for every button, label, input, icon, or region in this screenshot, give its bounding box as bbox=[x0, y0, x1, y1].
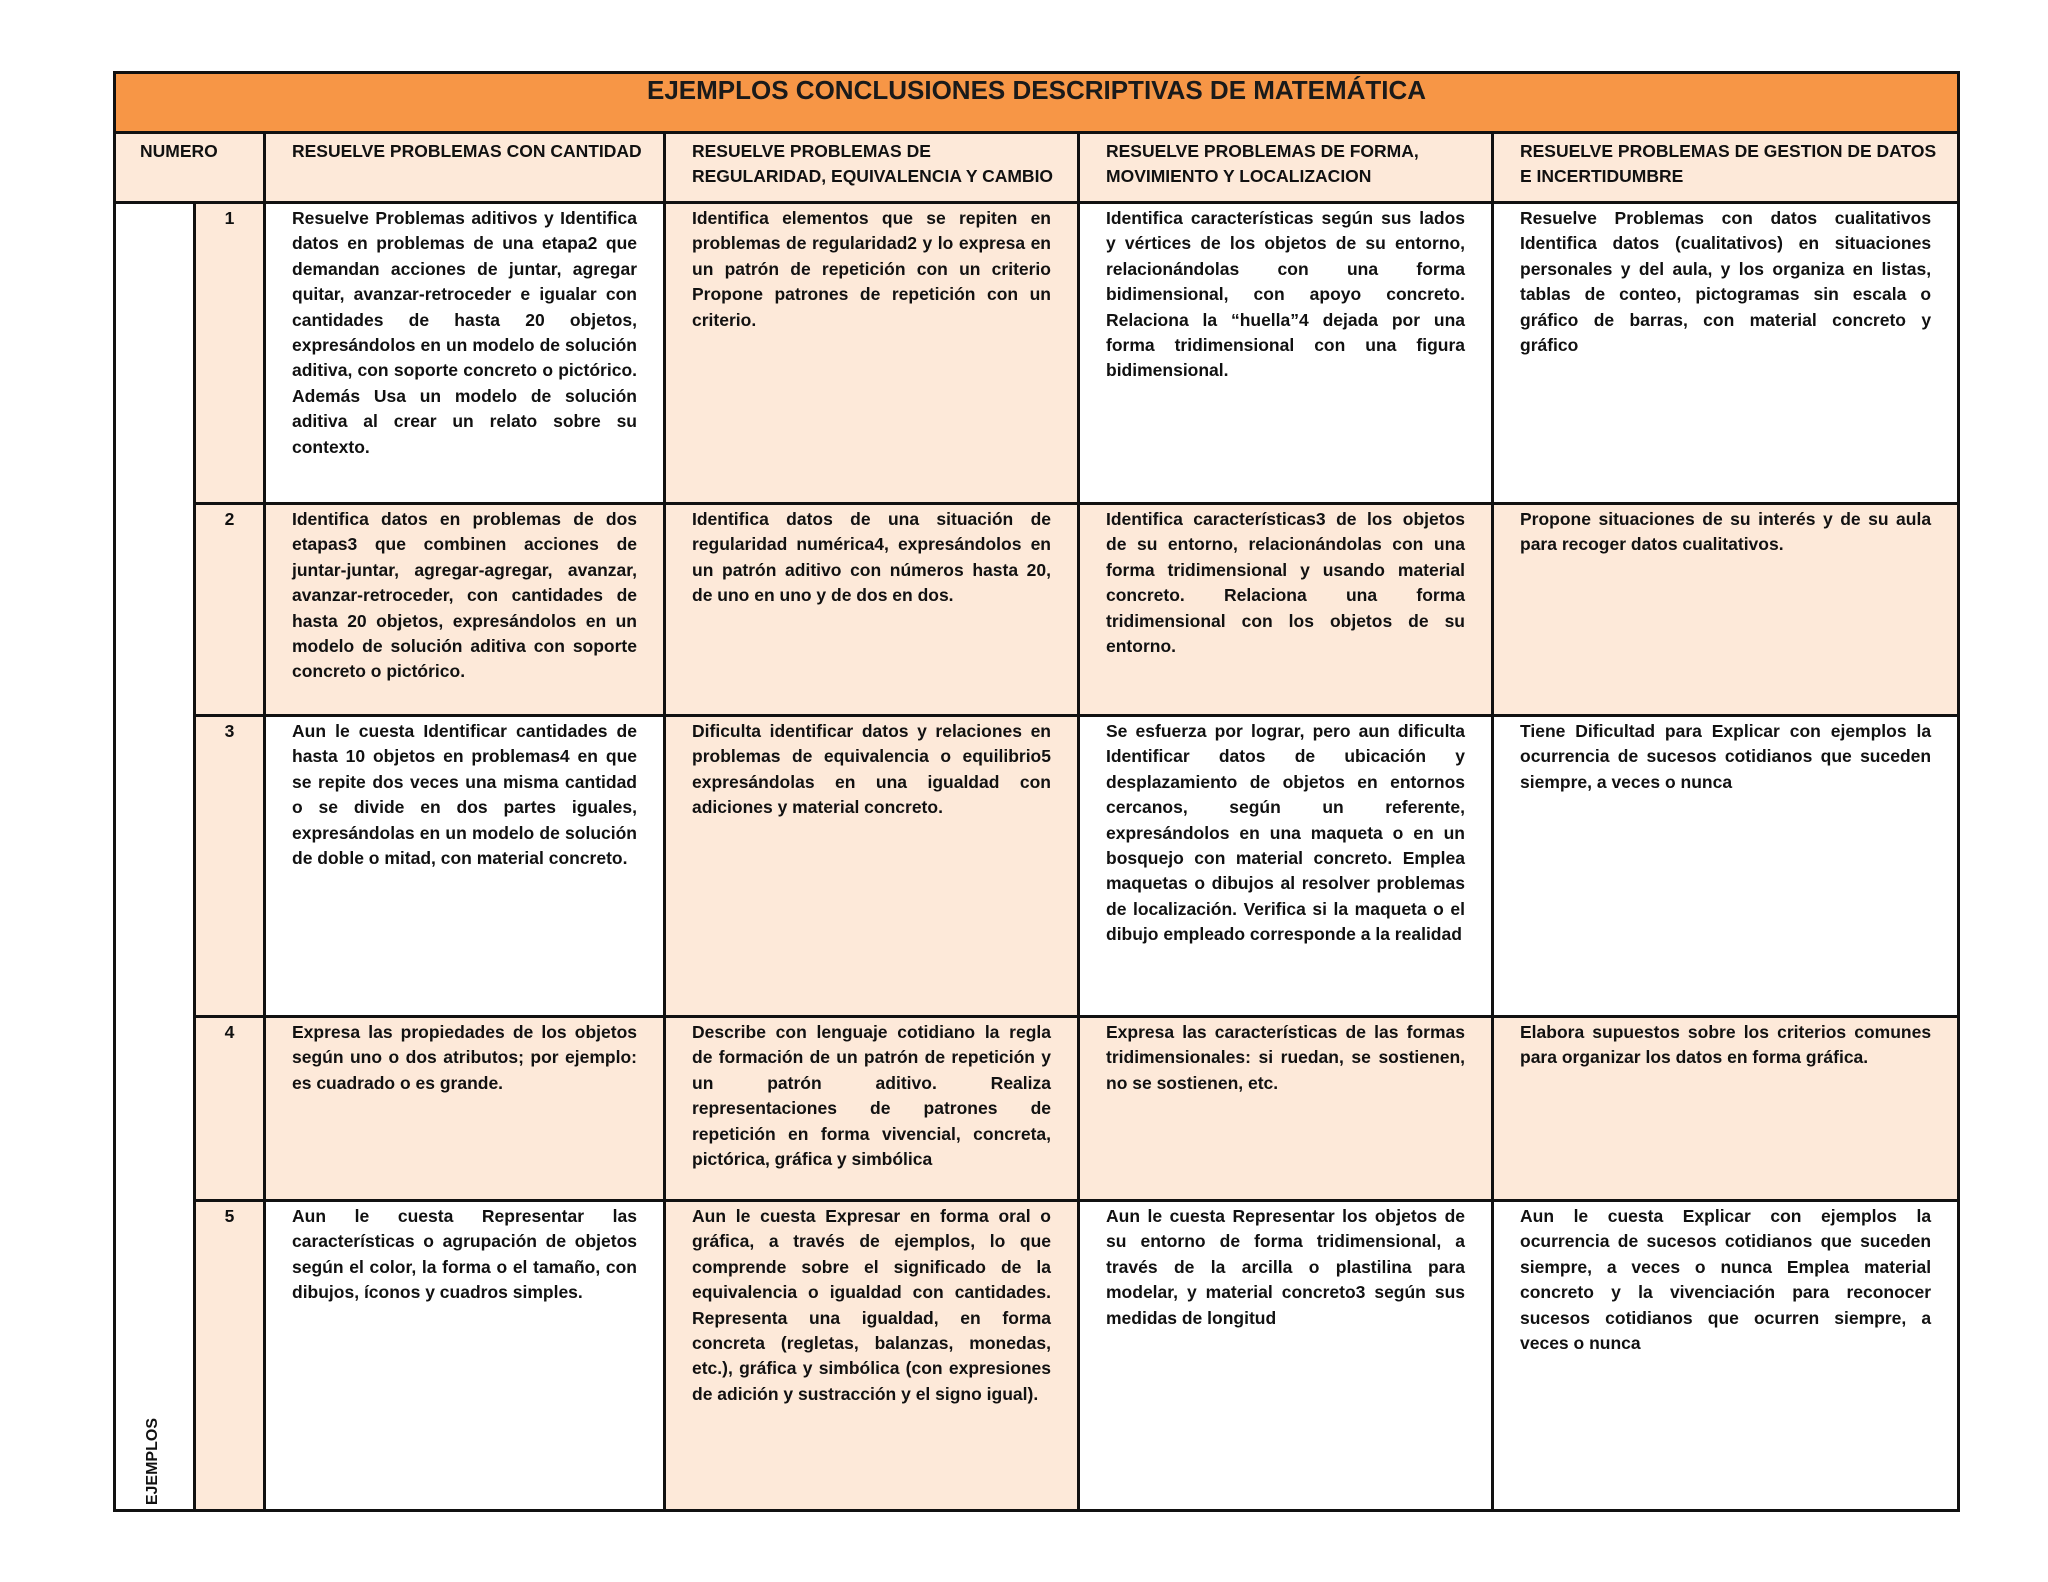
cell-regularidad: Describe con lenguaje cotidiano la regla de formación de un patrón de repetición y un patrón aditivo. Realiza representaciones de patrones de repetición en forma vivencial, concreta, pictórica, gráfica y simbólica bbox=[665, 1017, 1079, 1201]
row-number: 3 bbox=[195, 716, 265, 1017]
cell-cantidad: Resuelve Problemas aditivos y Identifica datos en problemas de una etapa2 que demandan acciones de juntar, agregar quitar, avanzar-retroceder e igualar con cantidades de hasta 20 objetos, expresándolos en un modelo de solución aditiva, con soporte concreto o pictórico. Además Usa un modelo de solución aditiva al crear un relato sobre su contexto. bbox=[265, 203, 665, 504]
cell-regularidad: Dificulta identificar datos y relaciones en problemas de equivalencia o equilibrio5 expresándolas en una igualdad con adiciones y material concreto. bbox=[665, 716, 1079, 1017]
page-title: EJEMPLOS CONCLUSIONES DESCRIPTIVAS DE MATEMÁTICA bbox=[115, 73, 1959, 133]
cell-forma: Aun le cuesta Representar los objetos de su entorno de forma tridimensional, a través de la arcilla o plastilina para modelar, y material concreto3 según sus medidas de longitud bbox=[1079, 1201, 1493, 1511]
header-row bbox=[115, 133, 1959, 203]
row-number: 5 bbox=[195, 1201, 265, 1511]
cell-datos: Aun le cuesta Explicar con ejemplos la ocurrencia de sucesos cotidianos que suceden siempre, a veces o nunca Emplea material concreto y la vivenciación para reconocer sucesos cotidianos que ocurren siempre, a veces o nunca bbox=[1493, 1201, 1959, 1511]
title-row bbox=[115, 73, 1959, 133]
cell-cantidad: Aun le cuesta Identificar cantidades de hasta 10 objetos en problemas4 en que se repite dos veces una misma cantidad o se divide en dos partes iguales, expresándolas en un modelo de solución de doble o mitad, con material concreto. bbox=[265, 716, 665, 1017]
cell-datos: Elabora supuestos sobre los criterios comunes para organizar los datos en forma gráfica. bbox=[1493, 1017, 1959, 1201]
cell-regularidad: Aun le cuesta Expresar en forma oral o gráfica, a través de ejemplos, lo que comprende sobre el significado de la equivalencia o igualdad con cantidades. Representa una igualdad, en forma concreta (regletas, balanzas, monedas, etc.), gráfica y simbólica (con expresiones de adición y sustracción y el signo igual). bbox=[665, 1201, 1079, 1511]
header-numero: NUMERO bbox=[115, 133, 265, 203]
row-number: 1 bbox=[195, 203, 265, 504]
cell-datos: Resuelve Problemas con datos cualitativos Identifica datos (cualitativos) en situaciones personales y del aula, y los organiza en listas, tablas de conteo, pictogramas sin escala o gráfico de barras, con material concreto y gráfico bbox=[1493, 203, 1959, 504]
cell-forma: Se esfuerza por lograr, pero aun dificulta Identificar datos de ubicación y desplazamiento de objetos en entornos cercanos, según un referente, expresándolos en una maqueta o en un bosquejo con material concreto. Emplea maquetas o dibujos al resolver problemas de localización. Verifica si la maqueta o el dibujo empleado corresponde a la realidad bbox=[1079, 716, 1493, 1017]
cell-forma: Expresa las características de las formas tridimensionales: si ruedan, se sostienen, no se sostienen, etc. bbox=[1079, 1017, 1493, 1201]
header-cantidad: RESUELVE PROBLEMAS CON CANTIDAD bbox=[265, 133, 665, 203]
row-number: 4 bbox=[195, 1017, 265, 1201]
cell-regularidad: Identifica datos de una situación de regularidad numérica4, expresándolos en un patrón aditivo con números hasta 20, de uno en uno y de dos en dos. bbox=[665, 504, 1079, 716]
cell-regularidad: Identifica elementos que se repiten en problemas de regularidad2 y lo expresa en un patrón de repetición con un criterio Propone patrones de repetición con un criterio. bbox=[665, 203, 1079, 504]
cell-cantidad: Aun le cuesta Representar las características o agrupación de objetos según el color, la forma o el tamaño, con dibujos, íconos y cuadros simples. bbox=[265, 1201, 665, 1511]
ejemplos-label: EJEMPLOS bbox=[144, 1417, 161, 1505]
table-row bbox=[115, 1201, 1959, 1511]
cell-datos: Propone situaciones de su interés y de su aula para recoger datos cualitativos. bbox=[1493, 504, 1959, 716]
cell-forma: Identifica características según sus lados y vértices de los objetos de su entorno, relacionándolas con una forma bidimensional, con apoyo concreto. Relaciona la “huella”4 dejada por una forma tridimensional con una figura bidimensional. bbox=[1079, 203, 1493, 504]
cell-cantidad: Expresa las propiedades de los objetos según uno o dos atributos; por ejemplo: es cuadrado o es grande. bbox=[265, 1017, 665, 1201]
header-regularidad: RESUELVE PROBLEMAS DE REGULARIDAD, EQUIVALENCIA Y CAMBIO bbox=[665, 133, 1079, 203]
table-row bbox=[115, 504, 1959, 716]
table-row bbox=[115, 716, 1959, 1017]
row-number: 2 bbox=[195, 504, 265, 716]
header-datos: RESUELVE PROBLEMAS DE GESTION DE DATOS E INCERTIDUMBRE bbox=[1493, 133, 1959, 203]
table-row bbox=[115, 1017, 1959, 1201]
conclusions-table bbox=[113, 71, 1960, 1512]
ejemplos-column bbox=[115, 203, 195, 1511]
table-row bbox=[115, 203, 1959, 504]
header-forma: RESUELVE PROBLEMAS DE FORMA, MOVIMIENTO Y LOCALIZACION bbox=[1079, 133, 1493, 203]
cell-cantidad: Identifica datos en problemas de dos etapas3 que combinen acciones de juntar-juntar, agregar-agregar, avanzar, avanzar-retroceder, con cantidades de hasta 20 objetos, expresándolos en un modelo de solución aditiva con soporte concreto o pictórico. bbox=[265, 504, 665, 716]
cell-forma: Identifica características3 de los objetos de su entorno, relacionándolas con una forma tridimensional y usando material concreto. Relaciona una forma tridimensional con los objetos de su entorno. bbox=[1079, 504, 1493, 716]
cell-datos: Tiene Dificultad para Explicar con ejemplos la ocurrencia de sucesos cotidianos que suceden siempre, a veces o nunca bbox=[1493, 716, 1959, 1017]
